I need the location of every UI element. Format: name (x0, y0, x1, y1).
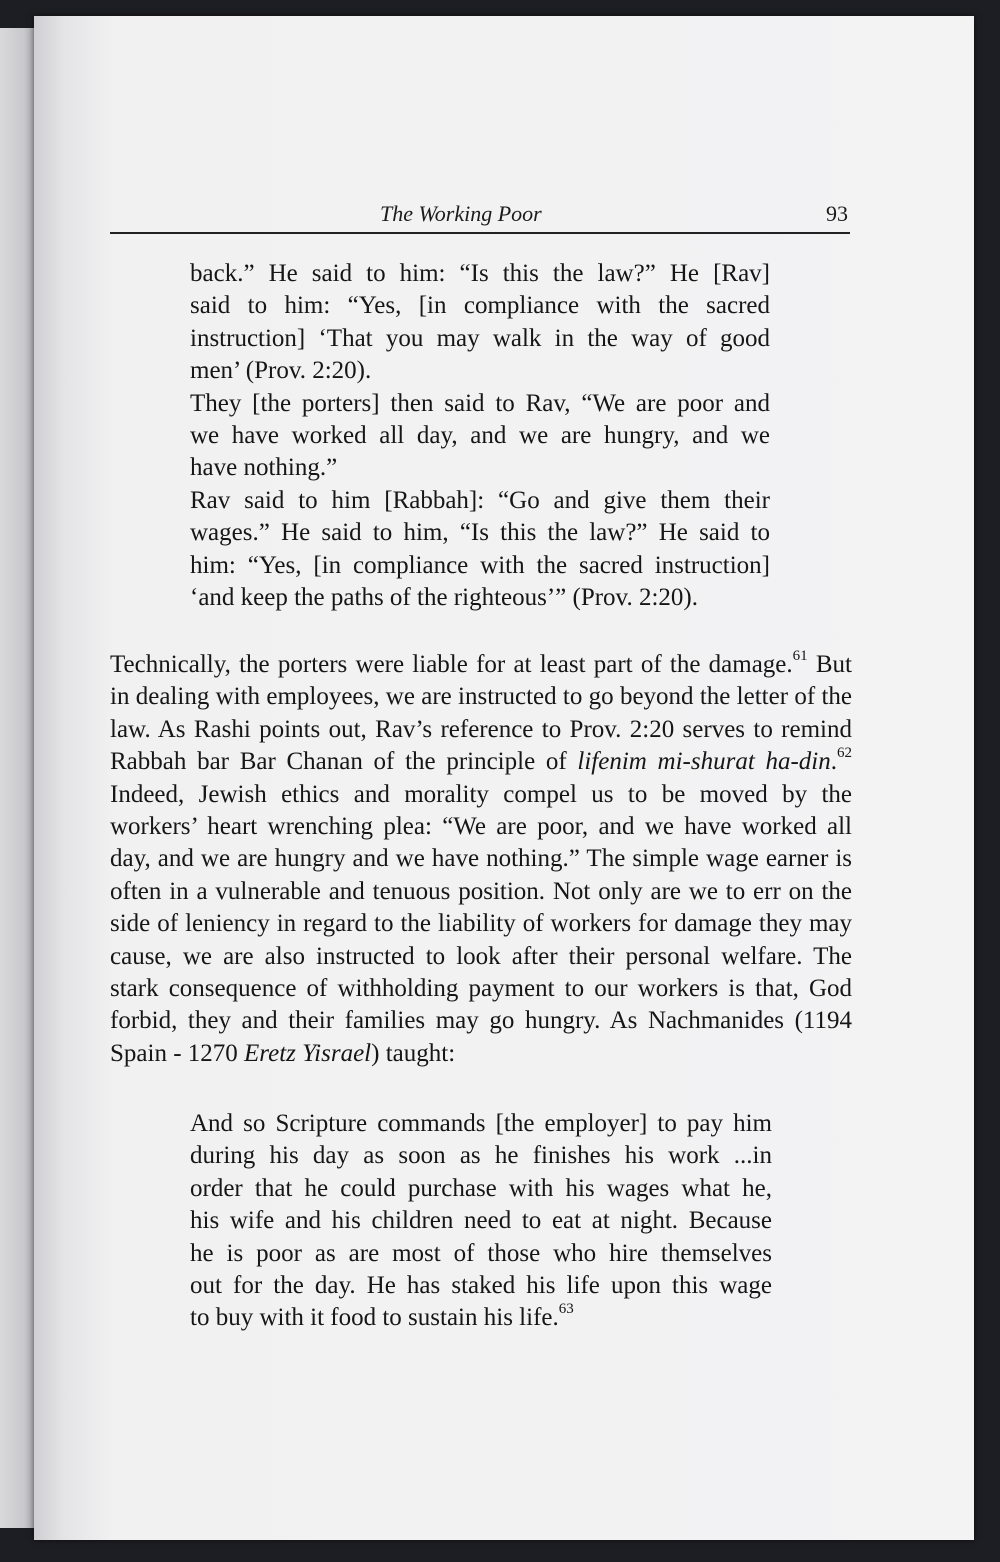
quote-line: men’ (Prov. 2:20). (190, 357, 372, 385)
quote-line: during his day as soon as he finishes his work ...in (190, 1142, 772, 1170)
quote-line: said to him: “Yes, [in compliance with the sacred (190, 292, 770, 320)
quote-line (190, 1302, 772, 1334)
hebrew-term: lifenim mi-shurat ha-din (577, 748, 831, 776)
quote-line: ‘and keep the paths of the righteous’” (Prov. 2:20). (190, 584, 698, 612)
quote-line: wages.” He said to him, “Is this the law?” He said to (190, 519, 770, 547)
quote-line: out for the day. He has staked his life upon this wage (190, 1272, 772, 1300)
page-number: 93 (826, 201, 848, 226)
quote-line: have nothing.” (190, 454, 338, 482)
footnote-ref-61: 61 (792, 648, 808, 664)
quote-line: his wife and his children need to eat at night. Because (190, 1207, 772, 1235)
running-header (110, 198, 850, 234)
quote-line: back.” He said to him: “Is this the law?” He [Rav] (190, 260, 770, 287)
quote-line: They [the porters] then said to Rav, “We are poor and (190, 389, 770, 417)
footnote-ref-62: 62 (837, 745, 852, 762)
quote-line: order that he could purchase with his wages what he, (190, 1174, 772, 1202)
quote-line: Rav said to him [Rabbah]: “Go and give them their (190, 486, 770, 514)
quote-line: he is poor as are most of those who hire themselves (190, 1239, 772, 1267)
body-text: ) taught: (371, 1039, 456, 1067)
quote-line: we have worked all day, and we are hungry, and we (190, 422, 770, 450)
body-paragraph (110, 649, 852, 1070)
place-name: Eretz Yisrael (244, 1039, 372, 1067)
body-text: Technically, the porters were liable for at least part of the damage. (110, 651, 793, 678)
quote-line: him: “Yes, [in compliance with the sacred instruction] (190, 551, 770, 579)
body-text: But in dealing with employees, we are instructed to go beyond the letter of the law. As Rashi points out, Rav’s reference to Prov. 2:20 serves to remind Rabbah bar Bar Chanan of the principle of (110, 651, 853, 776)
body-text: . (830, 748, 837, 776)
footnote-ref-63: 63 (558, 1301, 574, 1318)
quote-line: instruction] ‘That you may walk in the way of good (190, 324, 770, 352)
body-text: Indeed, Jewish ethics and morality compel us to be moved by the workers’ heart wrenching plea: “We are poor, and we have worked all day, and we are hungry and we have nothing.” The simple wage earner is often in a vulnerable and tenuous position. Not only are we to err on the side of leniency in regard to the liability of workers for damage they may cause, we are also instructed to look after their personal welfare. The stark consequence of withholding payment to our workers is that, God forbid, they and their families may go hungry. As Nachmanides (1194 Spain - 1270 (110, 780, 852, 1067)
running-title: The Working Poor (380, 201, 542, 226)
quote-line: And so Scripture commands [the employer] to pay him (190, 1110, 772, 1137)
block-quote-talmud (190, 258, 770, 614)
block-quote-nachmanides (190, 1108, 772, 1335)
quote-last-text: to buy with it food to sustain his life. (190, 1304, 559, 1332)
